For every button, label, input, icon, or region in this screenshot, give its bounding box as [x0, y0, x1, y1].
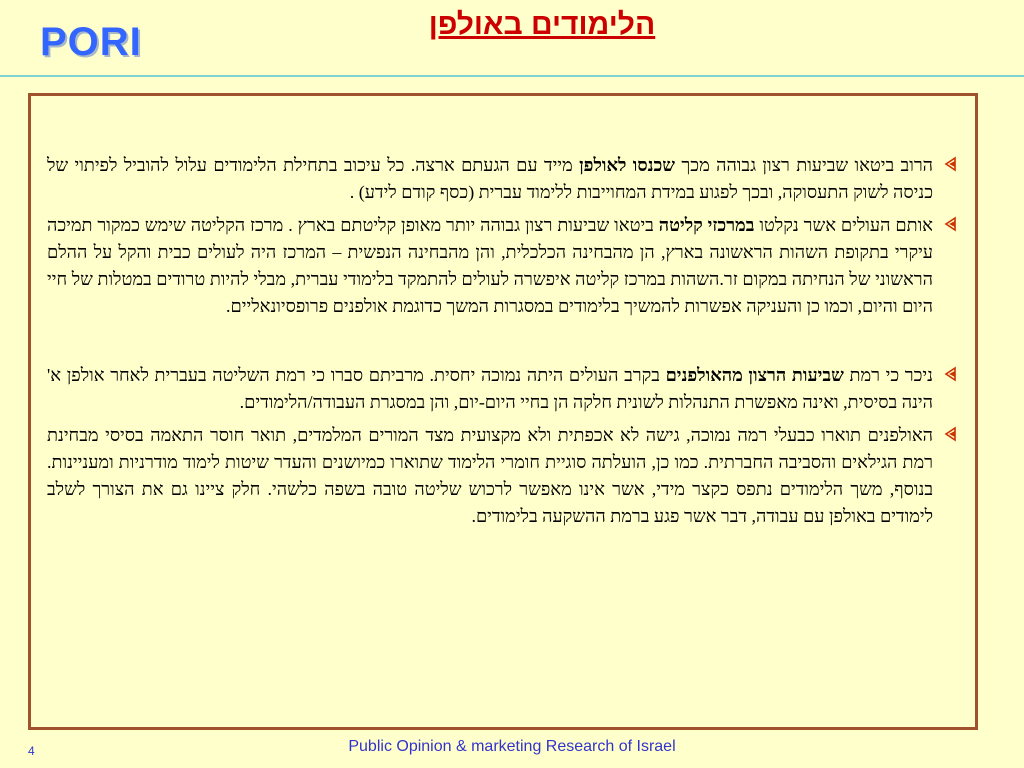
checkmark-arrow-icon [943, 426, 957, 442]
bullet-text-bold: במרכזי קליטה [658, 215, 755, 235]
bullet-text-after: מייד עם הגעתם ארצה. כל עיכוב בתחילת הלימודים עלול להוביל לפיתוי של כניסה לשוק התעסוקה, ובכך לפגוע במידת המחוייבות ללימוד עברית (כסף קודם לידע) . [47, 155, 933, 202]
bullet-text-before: אותם העולים אשר נקלטו [754, 215, 933, 235]
bullet-item-3 [47, 362, 957, 416]
checkmark-arrow-icon [943, 366, 957, 382]
bullet-list [47, 152, 957, 530]
bullet-text-after: בקרב העולים היתה נמוכה יחסית. מרביתם סברו כי רמת השליטה בעברית לאחר אולפן א' הינה בסיסית, ואינה מאפשרת התנהלות לשונית חלקה הן בחיי היום-יום, והן במסגרת העבודה/הלימודים. [47, 365, 933, 412]
bullet-text-before: ניכר כי רמת [843, 365, 933, 385]
footer-text: Public Opinion & marketing Research of Israel [348, 738, 676, 755]
checkmark-arrow-icon [943, 216, 957, 232]
content-box [28, 93, 978, 730]
pori-logo: PORI [40, 20, 142, 64]
bullet-item-4 [47, 422, 957, 530]
bullet-text-before: הרוב ביטאו שביעות רצון גבוהה מכך [675, 155, 934, 175]
page-number: 4 [28, 744, 35, 758]
bullet-text-before: האולפנים תוארו כבעלי רמה נמוכה, גישה לא אכפתית ולא מקצועית מצד המורים המלמדים, תואר חוסר התאמה בסיסי מבחינת רמת הגילאים והסביבה החברתית. כמו כן, הועלתה סוגיית חומרי הלימוד שתוארו כמיושנים והעדר שיטות לימוד מודרניות ומעניינות. בנוסף, משך הלימודים נתפס כקצר מידי, אשר אינו מאפשר לרכוש שליטה טובה בשפה כלשהי. חלק ציינו גם את הצורך לשלב לימודים באולפן עם עבודה, דבר אשר פגע ברמת ההשקעה בלימודים. [47, 425, 933, 526]
bullet-item-1 [47, 152, 957, 206]
bullet-text-bold: שביעות הרצון מהאולפנים [665, 365, 844, 385]
bullet-text-after: ביטאו שביעות רצון גבוהה יותר מאופן קליטתם בארץ . מרכז הקליטה שימש כמקור תמיכה עיקרי בתקופת השהות הראשונה בארץ, הן מהבחינה הכלכלית, והן מהבחינה הנפשית – המרכז היה לעולים כבית והקל על ההלם הראשוני של הנחיתה במקום זר.השהות במרכז קליטה איפשרה לעולים להתמקד בלימודי עברית, מבלי להיות טרודים במטלות של חיי היום והיום, וכמו כן והעניקה אפשרות להמשיך בלימודים במסגרות המשך כדוגמת אולפנים פרופסיונאליים. [47, 215, 933, 316]
bullet-item-2 [47, 212, 957, 320]
header-divider [0, 75, 1024, 77]
checkmark-arrow-icon [943, 156, 957, 172]
bullet-text-bold: שכנסו לאולפן [579, 155, 676, 175]
page-title: הלימודים באולפן [428, 8, 656, 41]
